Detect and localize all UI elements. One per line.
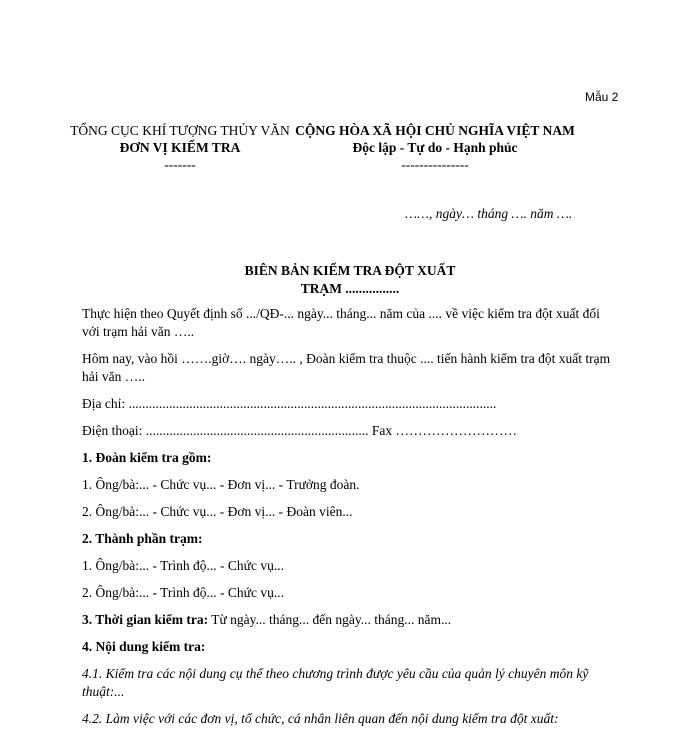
section-1-item-2: 2. Ông/bà:... - Chức vụ... - Đơn vị... - Đoàn viên...	[82, 504, 353, 519]
title-line-2: TRẠM ................	[300, 281, 400, 296]
section-3-line	[82, 611, 617, 629]
date-line: ……, ngày… tháng …. năm ….	[405, 206, 573, 221]
title-line-1: BIÊN BẢN KIỂM TRA ĐỘT XUẤT	[244, 263, 456, 278]
form-code: Mẫu 2	[585, 90, 619, 104]
section-1-item-1: 1. Ông/bà:... - Chức vụ... - Đơn vị... - Trưởng đoàn.	[82, 477, 360, 492]
phone-fax-line: Điện thoại: .................................................................. Fax ………………………	[82, 423, 517, 438]
motto: Độc lập - Tự do - Hạnh phúc	[352, 140, 518, 155]
left-header-rule: -------	[164, 157, 196, 172]
paragraph-decision: Thực hiện theo Quyết định số .../QĐ-... ngày... tháng... năm của .... về việc kiểm tra đột xuất đối với trạm hải văn …..	[82, 306, 600, 339]
section-1-heading: 1. Đoàn kiểm tra gồm:	[82, 450, 212, 465]
document-title	[150, 262, 550, 298]
section-2-item-2: 2. Ông/bà:... - Trình độ... - Chức vụ...	[82, 585, 284, 600]
section-2-heading: 2. Thành phần trạm:	[82, 531, 203, 546]
section-3-heading: 3. Thời gian kiểm tra:	[82, 612, 209, 627]
section-4-item-2: 4.2. Làm việc với các đơn vị, tổ chức, cá nhân liên quan đến nội dung kiểm tra đột xuất:	[82, 711, 559, 726]
document-body	[82, 305, 617, 737]
paragraph-time: Hôm nay, vào hồi …….giờ…. ngày….. , Đoàn kiểm tra thuộc .... tiến hành kiểm tra đột xuất trạm hải văn …..	[82, 351, 611, 384]
section-4-item-1: 4.1. Kiểm tra các nội dung cụ thể theo chương trình được yêu cầu của quản lý chuyên môn kỹ thuật:...	[82, 666, 589, 699]
inspection-unit-name: ĐƠN VỊ KIỂM TRA	[119, 140, 241, 155]
section-2-item-1: 1. Ông/bà:... - Trình độ... - Chức vụ...	[82, 558, 284, 573]
issuing-agency-header	[70, 122, 290, 173]
national-motto-header	[285, 122, 585, 173]
right-header-rule: ---------------	[401, 157, 469, 172]
section-4-heading: 4. Nội dung kiểm tra:	[82, 639, 206, 654]
agency-name: TỔNG CỤC KHÍ TƯỢNG THỦY VĂN	[70, 123, 290, 138]
section-3-text: Từ ngày... tháng... đến ngày... tháng... năm...	[208, 612, 452, 627]
country-name: CỘNG HÒA XÃ HỘI CHỦ NGHĨA VIỆT NAM	[295, 123, 575, 138]
address-line: Địa chỉ: .............................................................................................................	[82, 396, 497, 411]
